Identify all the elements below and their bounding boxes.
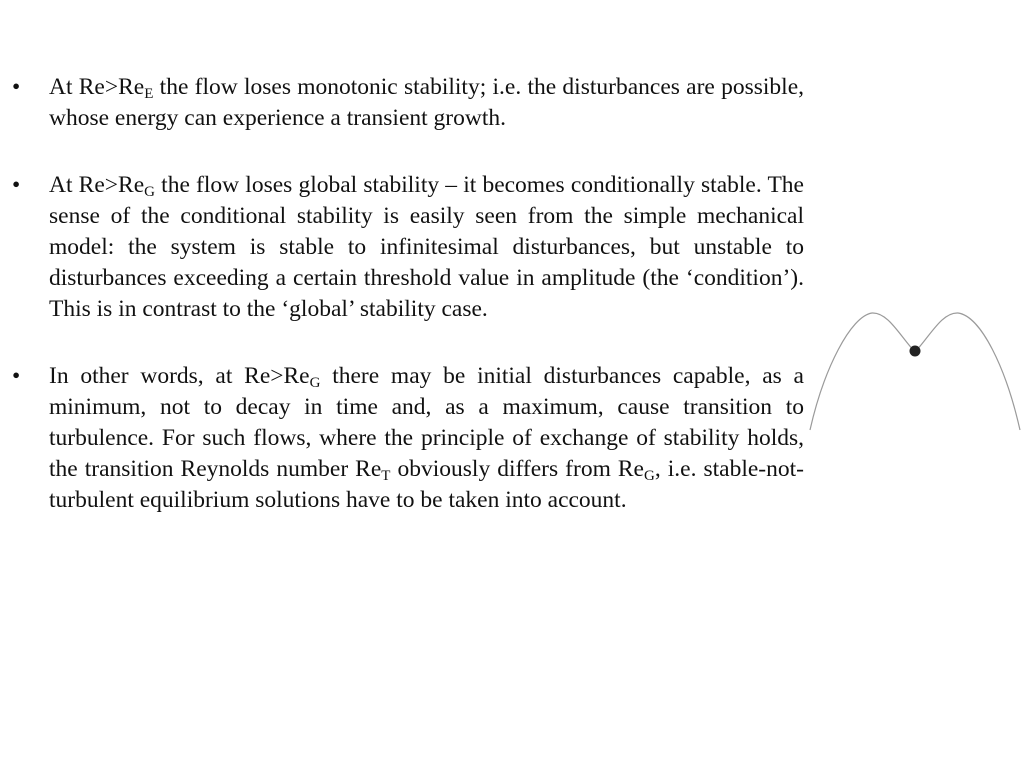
bullet-text-segment: At Re>Re	[49, 172, 145, 198]
bullet-text-segment: there may be initial disturbances capable, as a minimum, not to decay in time and, as a maximum, cause transition to turbulence. For such flows, where the principle of exchange of stability holds, the transition Reynolds number Re	[49, 363, 804, 482]
ball-in-well	[910, 346, 921, 357]
double-hill-curve	[810, 313, 1020, 430]
bullet-text	[49, 363, 804, 513]
bullet-list	[12, 72, 804, 516]
subscript-e: E	[144, 86, 154, 102]
mechanical-model-figure	[806, 308, 1024, 434]
bullet-item	[12, 72, 804, 134]
bullet-text	[49, 172, 804, 322]
bullet-text	[49, 74, 804, 131]
bullet-icon: •	[12, 74, 21, 100]
bullet-text-segment: the flow loses global stability – it becomes conditionally stable. The sense of the conditional stability is easily seen from the simple mechanical model: the system is stable to infinitesimal disturbances, but unstable to disturbances exceeding a certain threshold value in amplitude (the ‘condition’). This is in contrast to the ‘global’ stability case.	[49, 172, 804, 322]
bullet-icon: •	[12, 172, 21, 198]
bullet-text-segment: In other words, at Re>Re	[49, 363, 310, 389]
bullet-item	[12, 361, 804, 516]
subscript-g: G	[643, 468, 655, 484]
bullet-text-segment: At Re>Re	[49, 74, 145, 100]
bullet-item	[12, 170, 804, 325]
bullet-text-segment: , i.e. stable-not-turbulent equilibrium solutions have to be taken into account.	[49, 456, 804, 513]
subscript-t: T	[381, 468, 391, 484]
subscript-g: G	[144, 184, 155, 200]
bullet-text-segment: the flow loses monotonic stability; i.e. the disturbances are possible, whose energy can experience a transient growth.	[49, 74, 805, 131]
bullet-text-segment: obviously differs from Re	[390, 456, 644, 482]
subscript-g: G	[309, 375, 321, 391]
bullet-icon: •	[12, 363, 21, 389]
